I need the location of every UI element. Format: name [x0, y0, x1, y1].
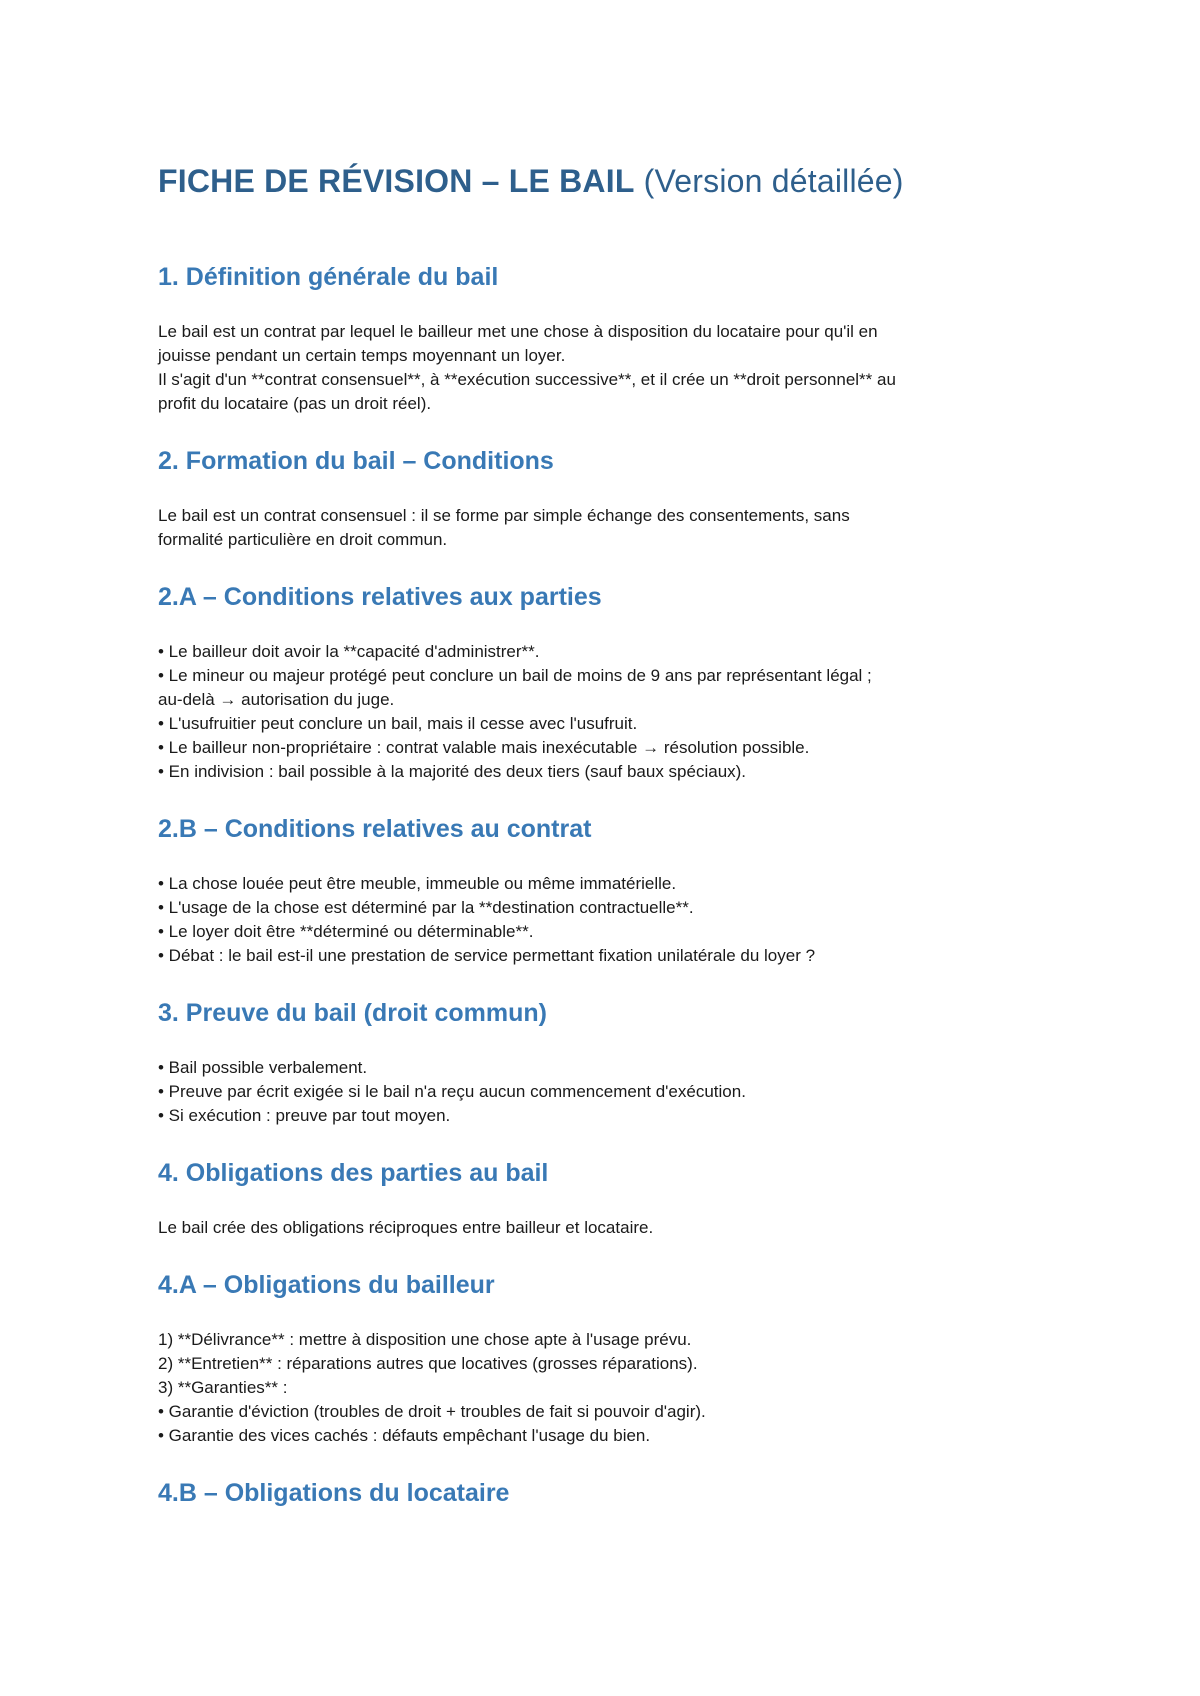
body-line: • Le bailleur doit avoir la **capacité d'administrer**. [158, 642, 540, 661]
section-heading: 2.A – Conditions relatives aux parties [158, 583, 602, 611]
body-line: • Le mineur ou majeur protégé peut conclure un bail de moins de 9 ans par représentant légal ; [158, 666, 872, 685]
body-line: Il s'agit d'un **contrat consensuel**, à **exécution successive**, et il crée un **droit personnel** au [158, 370, 896, 389]
document-title-main: FICHE DE RÉVISION – LE BAIL [158, 163, 635, 199]
section-heading: 2.B – Conditions relatives au contrat [158, 815, 592, 843]
spacer [158, 1190, 1058, 1216]
body-line: profit du locataire (pas un droit réel). [158, 394, 432, 413]
section-body [158, 320, 1058, 416]
section-heading: 4.B – Obligations du locataire [158, 1479, 510, 1507]
spacer [158, 1448, 1058, 1476]
spacer [158, 846, 1058, 872]
spacer [158, 416, 1058, 444]
body-line: • Bail possible verbalement. [158, 1058, 368, 1077]
section-heading: 4. Obligations des parties au bail [158, 1159, 549, 1187]
section-heading: 2. Formation du bail – Conditions [158, 447, 554, 475]
spacer [158, 478, 1058, 504]
body-line: 2) **Entretien** : réparations autres que locatives (grosses réparations). [158, 1354, 698, 1373]
spacer [158, 552, 1058, 580]
section-body [158, 504, 1058, 552]
body-line: • Preuve par écrit exigée si le bail n'a reçu aucun commencement d'exécution. [158, 1082, 746, 1101]
body-line: • Le bailleur non-propriétaire : contrat valable mais inexécutable → résolution possible. [158, 738, 810, 757]
spacer [158, 1128, 1058, 1156]
section-body [158, 1328, 1058, 1448]
body-line: • Si exécution : preuve par tout moyen. [158, 1106, 451, 1125]
section-heading: 1. Définition générale du bail [158, 263, 499, 291]
body-line: jouisse pendant un certain temps moyennant un loyer. [158, 346, 566, 365]
section-heading: 4.A – Obligations du bailleur [158, 1271, 495, 1299]
body-line: au-delà → autorisation du juge. [158, 690, 395, 709]
body-line: 3) **Garanties** : [158, 1378, 288, 1397]
spacer [158, 202, 1058, 260]
document-page [158, 160, 1058, 1510]
body-line: • L'usufruitier peut conclure un bail, mais il cesse avec l'usufruit. [158, 714, 638, 733]
document-title-suffix: (Version détaillée) [634, 163, 904, 199]
body-line: • En indivision : bail possible à la majorité des deux tiers (sauf baux spéciaux). [158, 762, 747, 781]
section-body [158, 1056, 1058, 1128]
body-line: Le bail est un contrat consensuel : il se forme par simple échange des consentements, sans [158, 506, 850, 525]
document-title [158, 160, 1058, 202]
section-heading: 3. Preuve du bail (droit commun) [158, 999, 547, 1027]
section-body [158, 1216, 1058, 1240]
spacer [158, 1302, 1058, 1328]
body-line: • Le loyer doit être **déterminé ou déterminable**. [158, 922, 534, 941]
body-line: • La chose louée peut être meuble, immeuble ou même immatérielle. [158, 874, 677, 893]
spacer [158, 1240, 1058, 1268]
body-line: • Débat : le bail est-il une prestation de service permettant fixation unilatérale du loyer ? [158, 946, 816, 965]
section-body [158, 640, 1058, 784]
body-line: • Garantie d'éviction (troubles de droit + troubles de fait si pouvoir d'agir). [158, 1402, 706, 1421]
spacer [158, 1030, 1058, 1056]
body-line: formalité particulière en droit commun. [158, 530, 448, 549]
spacer [158, 294, 1058, 320]
body-line: 1) **Délivrance** : mettre à disposition une chose apte à l'usage prévu. [158, 1330, 692, 1349]
spacer [158, 784, 1058, 812]
spacer [158, 614, 1058, 640]
body-line: • L'usage de la chose est déterminé par la **destination contractuelle**. [158, 898, 694, 917]
body-line: Le bail crée des obligations réciproques entre bailleur et locataire. [158, 1218, 654, 1237]
body-line: • Garantie des vices cachés : défauts empêchant l'usage du bien. [158, 1426, 651, 1445]
spacer [158, 968, 1058, 996]
sections-container [158, 260, 1058, 1510]
section-body [158, 872, 1058, 968]
body-line: Le bail est un contrat par lequel le bailleur met une chose à disposition du locataire pour qu'il en [158, 322, 878, 341]
